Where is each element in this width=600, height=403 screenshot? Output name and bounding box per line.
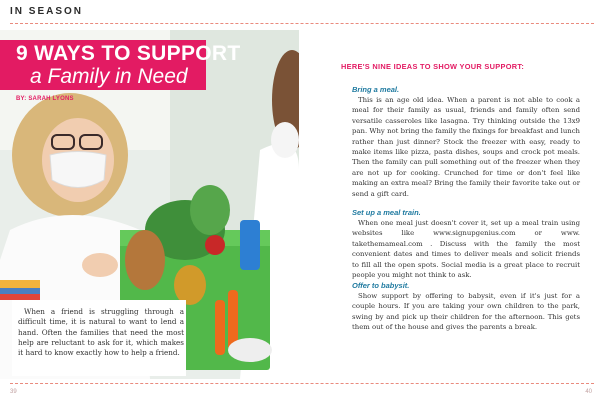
section-heading: Bring a meal. [352, 85, 400, 94]
photo-caption: When a friend is struggling through a difficult time, it is natural to want to lend a hand. Often the families that need the most help are reluctant to ask for it, which makes it hard to know exactly how to help a friend. [18, 307, 184, 358]
top-divider [10, 23, 594, 24]
section-heading: Offer to babysit. [352, 281, 410, 290]
intro-heading: HERE'S NINE IDEAS TO SHOW YOUR SUPPORT: [341, 62, 525, 71]
section-body: Show support by offering to babysit, even if it's just for a couple hours. If you are taking your own children to the park, swing by and pick up their children for the afternoon. This gets them out of the house and gives the parents a break. [352, 292, 580, 332]
bottom-divider [10, 383, 594, 384]
article-title-line1: 9 WAYS TO SUPPORT [16, 42, 241, 65]
section-body: When one meal just doesn't cover it, set up a meal train using websites like www.signupgenius.com or www. takethemameal.com . Discuss with the family the most convenient dates and times to deliver meals and solicit friends to fill all the open spots. Social media is a great place to recruit people you might not think to ask. [352, 219, 580, 280]
page-number-right: 40 [585, 389, 592, 395]
section-1 [352, 85, 580, 199]
section-label: IN SEASON [10, 6, 84, 17]
section-3 [352, 281, 580, 333]
byline: BY: SARAH LYONS [16, 96, 74, 102]
section-body: This is an age old idea. When a parent is not able to cook a meal for their family as usual, friends and family often send versatile casseroles like lasagna. Try thinking outside the 13x9 pan. Why not bring the family the fixings for breakfast and lunch rather than just dinner? Stock the freezer with easy, ready to make items like pizza, pasta dishes, soups and crock pot meals. Then the family can pull something out of the freezer when they are not up for cooking. Crunched for time or don't feel like making an extra meal? Bring the family their favorite take out or send a gift card. [352, 96, 580, 198]
article-title-line2: a Family in Need [30, 65, 188, 88]
page-number-left: 39 [10, 389, 17, 395]
section-heading: Set up a meal train. [352, 208, 421, 217]
section-2 [352, 208, 580, 280]
